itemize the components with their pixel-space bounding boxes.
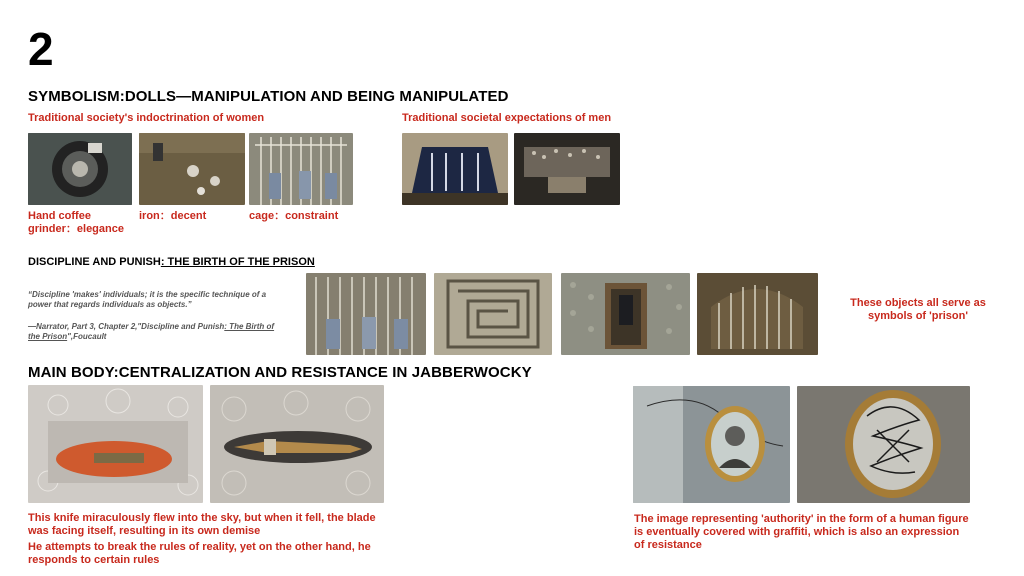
rules-text: He attempts to break the rules of reality, yet on the other hand, he responds to certain rules (28, 541, 371, 566)
wardrobe-image (561, 273, 690, 355)
discipline-title-sub: : THE BIRTH OF THE PRISON (160, 256, 315, 268)
caption-grinder: Hand coffee grinder：elegance (28, 210, 124, 235)
knife-lace-image (210, 385, 384, 503)
caption-cage: cage：constraint (249, 210, 339, 222)
men-heading: Traditional societal expectations of men (402, 112, 612, 124)
caption-iron: iron：decent (139, 210, 207, 222)
knife-blood-image (28, 385, 203, 503)
cage-image (306, 273, 426, 355)
foucault-quote: “Discipline 'makes' individuals; it is the specific technique of a power that regards individuals as objects.” (28, 290, 267, 309)
iron-dolls-image (139, 133, 245, 205)
quote-citation (28, 322, 283, 342)
slide-number: 2 (28, 23, 54, 75)
suit-figures-image (402, 133, 508, 205)
knife-text: This knife miraculously flew into the sky, but when it fell, the blade was facing itself, resulting in its own demise (28, 512, 376, 537)
graffiti-portrait-image (797, 386, 970, 503)
birdcage-image (697, 273, 818, 355)
authority-text: The image representing 'authority' in the form of a human figure is eventually covered with graffiti, which is also an expression of resistance (634, 513, 969, 551)
discipline-title-main: DISCIPLINE AND PUNISH (28, 256, 161, 268)
citation-pre: —Narrator, Part 3, Chapter 2,"Discipline and Punish (28, 322, 225, 331)
coffee-grinder-image (28, 133, 132, 205)
citation-post: ",Foucault (67, 332, 107, 341)
main-body-title: MAIN BODY:CENTRALIZATION AND RESISTANCE IN JABBERWOCKY (28, 364, 532, 381)
section-title-symbolism: SYMBOLISM:DOLLS—MANIPULATION AND BEING MANIPULATED (28, 88, 509, 105)
discipline-title (28, 256, 315, 268)
maze-image (434, 273, 552, 355)
women-heading: Traditional society's indoctrination of women (28, 112, 265, 124)
desk-figures-image (514, 133, 620, 205)
citation-link: : The Birth of the Prison (28, 322, 275, 341)
prison-symbols-note: These objects all serve as symbols of 'prison' (850, 297, 986, 322)
portrait-image (633, 386, 790, 503)
cage-dolls-image (249, 133, 353, 205)
